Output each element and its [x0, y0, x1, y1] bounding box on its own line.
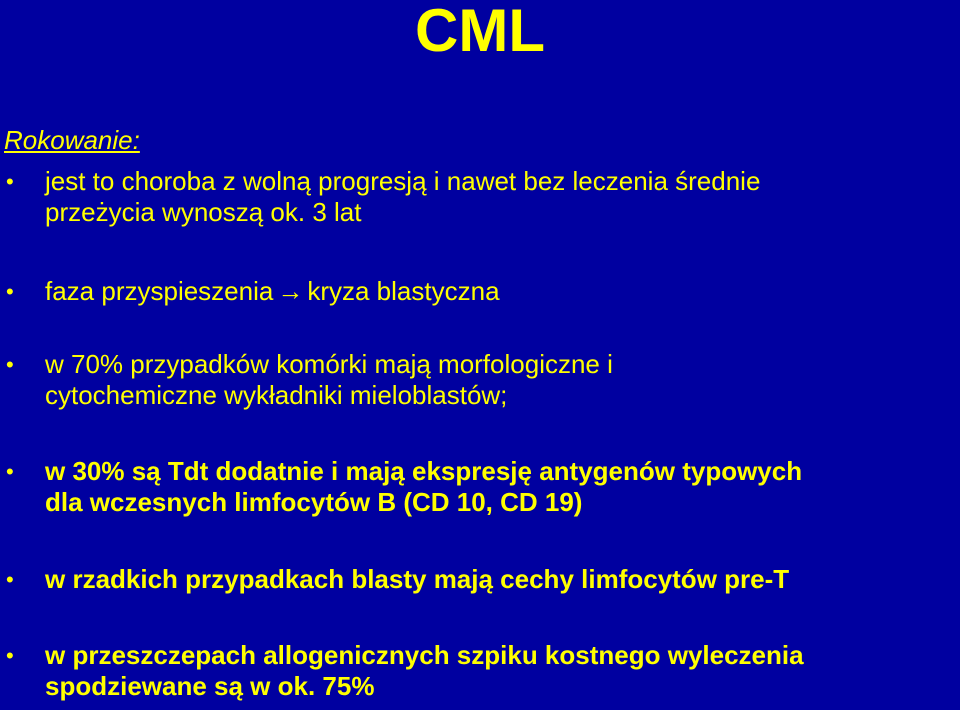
- bullet-line: jest to choroba z wolną progresją i nawet bez leczenia średnie: [45, 166, 761, 196]
- bullet-line: w przeszczepach allogenicznych szpiku kostnego wyleczenia: [45, 640, 804, 670]
- bullet-line: w rzadkich przypadkach blasty mają cechy limfocytów pre-T: [45, 564, 790, 594]
- bullet-line: cytochemiczne wykładniki mieloblastów;: [45, 380, 508, 410]
- bullet-line: w 30% są Tdt dodatnie i mają ekspresję antygenów typowych: [45, 456, 803, 486]
- bullet-dot-icon: •: [6, 352, 14, 377]
- bullet-line: spodziewane są w ok. 75%: [45, 671, 375, 701]
- bullet-text: [45, 276, 957, 307]
- bullet-dot-icon: •: [6, 279, 14, 304]
- slide-title: CML: [415, 0, 545, 64]
- bullet-text: [45, 349, 957, 411]
- bullet-text: [45, 456, 957, 518]
- bullet-line: kryza blastyczna: [307, 276, 500, 306]
- bullet-dot-icon: •: [6, 169, 14, 194]
- section-heading: Rokowanie:: [4, 125, 140, 155]
- bullet-dot-icon: •: [6, 643, 14, 668]
- bullet-line: faza przyspieszenia: [45, 276, 274, 306]
- bullet-text: [45, 564, 957, 595]
- bullet-dot-icon: •: [6, 567, 14, 592]
- bullet-line: przeżycia wynoszą ok. 3 lat: [45, 197, 362, 227]
- bullet-line: w 70% przypadków komórki mają morfologiczne i: [45, 349, 613, 379]
- bullet-text: [45, 640, 957, 702]
- bullet-text: [45, 166, 957, 228]
- bullet-dot-icon: •: [6, 459, 14, 484]
- arrow-right-icon: →: [277, 276, 304, 306]
- bullet-line: dla wczesnych limfocytów B (CD 10, CD 19): [45, 487, 583, 517]
